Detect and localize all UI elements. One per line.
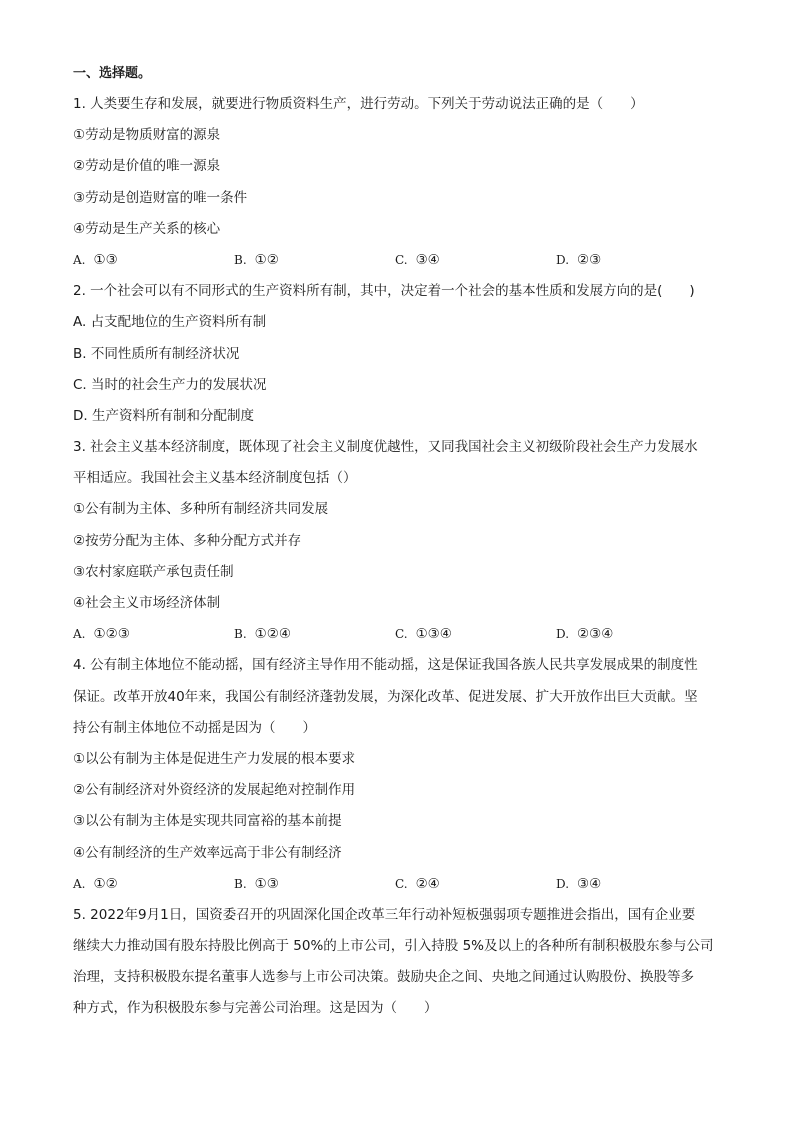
option-key: A. xyxy=(73,627,86,642)
option-text: ①③ xyxy=(93,251,118,268)
question-3-option-c[interactable] xyxy=(395,619,556,650)
option-text: ①③④ xyxy=(415,626,452,643)
question-4-option-c[interactable] xyxy=(395,869,556,900)
question-1-item-1: ①劳动是物质财富的源泉 xyxy=(73,127,221,144)
question-3-option-d[interactable] xyxy=(556,619,717,650)
question-1-option-c[interactable] xyxy=(395,245,556,276)
question-3-item-2: ②按劳分配为主体、多种分配方式并存 xyxy=(73,532,302,549)
option-text: ②④ xyxy=(415,875,440,892)
question-4-item-2: ②公有制经济对外资经济的发展起绝对控制作用 xyxy=(73,782,356,799)
question-2-stem: 2. 一个社会可以有不同形式的生产资料所有制，其中，决定着一个社会的基本性质和发展方向的是( ) xyxy=(73,283,695,300)
question-2-choice-c[interactable]: C. 当时的社会生产力的发展状况 xyxy=(73,376,267,393)
question-5-stem-line-1: 5. 2022年9月1日，国资委召开的巩固深化国企改革三年行动补短板强弱项专题推进会指出，国有企业要 xyxy=(73,906,696,923)
option-key: D. xyxy=(556,627,570,642)
option-text: ②③ xyxy=(577,251,602,268)
option-key: C. xyxy=(395,876,408,891)
option-key: B. xyxy=(234,876,247,891)
question-3-item-3: ③农村家庭联产承包责任制 xyxy=(73,563,234,580)
question-1-item-4: ④劳动是生产关系的核心 xyxy=(73,220,221,237)
question-4-item-3: ③以公有制为主体是实现共同富裕的基本前提 xyxy=(73,813,342,830)
question-1-item-2: ②劳动是价值的唯一源泉 xyxy=(73,158,221,175)
option-key: B. xyxy=(234,627,247,642)
question-4-option-a[interactable] xyxy=(73,869,234,900)
option-key: B. xyxy=(234,252,247,267)
option-text: ①② xyxy=(254,251,279,268)
question-3-item-1: ①公有制为主体、多种所有制经济共同发展 xyxy=(73,501,329,518)
question-3-item-4: ④社会主义市场经济体制 xyxy=(73,595,221,611)
option-key: A. xyxy=(73,252,86,267)
option-text: ②③④ xyxy=(577,626,614,643)
question-5-stem-line-2: 继续大力推动国有股东持股比例高于 50%的上市公司，引入持股 5%及以上的各种所有制积极股东参与公司 xyxy=(73,938,714,955)
question-4-stem-line-3: 持公有制主体地位不动摇是因为（ ） xyxy=(73,719,316,736)
option-key: C. xyxy=(395,627,408,642)
question-3-option-b[interactable] xyxy=(234,619,395,650)
option-key: D. xyxy=(556,252,570,267)
question-1-option-a[interactable] xyxy=(73,245,234,276)
option-text: ①②④ xyxy=(254,626,291,643)
option-text: ③④ xyxy=(577,875,602,892)
question-4-item-4: ④公有制经济的生产效率远高于非公有制经济 xyxy=(73,844,342,861)
question-4-item-1: ①以公有制为主体是促进生产力发展的根本要求 xyxy=(73,750,356,767)
question-4-option-d[interactable] xyxy=(556,869,717,900)
option-text: ①②③ xyxy=(93,626,130,643)
question-1-option-b[interactable] xyxy=(234,245,395,276)
question-3-stem-line-1: 3. 社会主义基本经济制度，既体现了社会主义制度优越性，又同我国社会主义初级阶段社会生产力发展水 xyxy=(73,439,698,456)
question-3-options xyxy=(73,619,728,650)
option-key: A. xyxy=(73,876,86,891)
question-2-choice-b[interactable]: B. 不同性质所有制经济状况 xyxy=(73,345,240,362)
question-3-stem-line-2: 平相适应。我国社会主义基本经济制度包括（） xyxy=(73,470,357,487)
question-5-stem-line-4: 种方式，作为积极股东参与完善公司治理。这是因为（ ） xyxy=(73,1000,438,1017)
question-4-stem-line-2: 保证。改革开放40年来，我国公有制经济蓬勃发展，为深化改革、促进发展、扩大开放作出巨大贡献。坚 xyxy=(73,688,698,705)
question-sheet xyxy=(73,58,728,1025)
question-5-stem-line-3: 治理，支持积极股东提名董事人选参与上市公司决策。鼓励央企之间、央地之间通过认购股份、换股等多 xyxy=(73,969,694,986)
question-4-options xyxy=(73,869,728,900)
question-2-choice-d[interactable]: D. 生产资料所有制和分配制度 xyxy=(73,407,254,424)
question-1-option-d[interactable] xyxy=(556,245,717,276)
option-key: D. xyxy=(556,876,570,891)
option-key: C. xyxy=(395,252,408,267)
option-text: ③④ xyxy=(415,251,440,268)
question-4-option-b[interactable] xyxy=(234,869,395,900)
question-1-item-3: ③劳动是创造财富的唯一条件 xyxy=(73,189,248,206)
question-1-options xyxy=(73,245,728,276)
section-title: 一、选择题。 xyxy=(73,66,152,81)
question-2-choice-a[interactable]: A. 占支配地位的生产资料所有制 xyxy=(73,314,267,331)
question-3-option-a[interactable] xyxy=(73,619,234,650)
option-text: ①③ xyxy=(254,875,279,892)
question-4-stem-line-1: 4. 公有制主体地位不能动摇，国有经济主导作用不能动摇，这是保证我国各族人民共享发展成果的制度性 xyxy=(73,657,698,674)
question-1-stem: 1. 人类要生存和发展，就要进行物质资料生产，进行劳动。下列关于劳动说法正确的是（ ） xyxy=(73,96,644,112)
option-text: ①② xyxy=(93,875,118,892)
